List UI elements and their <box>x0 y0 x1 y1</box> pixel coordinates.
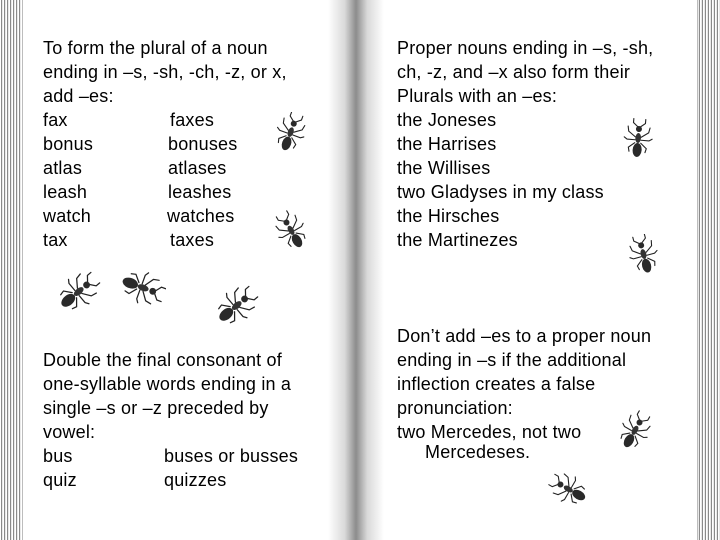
page-edge-left <box>0 0 23 540</box>
example-singular: watch <box>43 206 92 226</box>
rule3-example: the Willises <box>397 158 491 178</box>
ant-icon <box>52 268 102 318</box>
example-plural: bonuses <box>168 134 238 154</box>
example-plural: buses or busses <box>164 446 299 466</box>
rule1-line: add –es: <box>43 86 114 106</box>
ant-icon <box>210 282 260 332</box>
ant-icon <box>270 210 314 254</box>
rule3-line: Proper nouns ending in –s, -sh, <box>397 38 654 58</box>
ant-icon <box>612 410 656 454</box>
rule3-example: the Hirsches <box>397 206 500 226</box>
rule4-line: pronunciation: <box>397 398 513 418</box>
ant-icon <box>116 262 166 312</box>
rule4-line: inflection creates a false <box>397 374 596 394</box>
rule1-line: To form the plural of a noun <box>43 38 268 58</box>
page-edge-right <box>697 0 720 540</box>
example-plural: faxes <box>170 110 215 130</box>
example-plural: taxes <box>170 230 215 250</box>
ant-icon <box>616 118 660 162</box>
rule4-line: Mercedeses. <box>425 442 531 462</box>
rule1-line: ending in –s, -sh, -ch, -z, or x, <box>43 62 287 82</box>
example-plural: watches <box>167 206 235 226</box>
example-singular: leash <box>43 182 88 202</box>
rule2-line: single –s or –z preceded by <box>43 398 269 418</box>
rule3-line: ch, -z, and –x also form their <box>397 62 631 82</box>
ant-icon <box>622 234 666 278</box>
ant-icon <box>548 468 592 512</box>
rule2-line: one-syllable words ending in a <box>43 374 292 394</box>
example-singular: fax <box>43 110 68 130</box>
rule3-example: the Joneses <box>397 110 497 130</box>
book-spine <box>328 0 384 540</box>
rule2-line: Double the final consonant of <box>43 350 282 370</box>
example-singular: tax <box>43 230 68 250</box>
rule4-line: ending in –s if the additional <box>397 350 627 370</box>
example-plural: atlases <box>168 158 227 178</box>
example-singular: bonus <box>43 134 94 154</box>
rule3-line: Plurals with an –es: <box>397 86 558 106</box>
rule3-example: two Gladyses in my class <box>397 182 604 202</box>
rule3-example: the Martinezes <box>397 230 518 250</box>
rule4-line: Don’t add –es to a proper noun <box>397 326 652 346</box>
example-singular: bus <box>43 446 73 466</box>
example-plural: quizzes <box>164 470 227 490</box>
rule3-example: the Harrises <box>397 134 497 154</box>
example-singular: quiz <box>43 470 77 490</box>
example-singular: atlas <box>43 158 83 178</box>
ant-icon <box>268 112 312 156</box>
rule4-line: two Mercedes, not two <box>397 422 582 442</box>
rule2-line: vowel: <box>43 422 96 442</box>
example-plural: leashes <box>168 182 232 202</box>
